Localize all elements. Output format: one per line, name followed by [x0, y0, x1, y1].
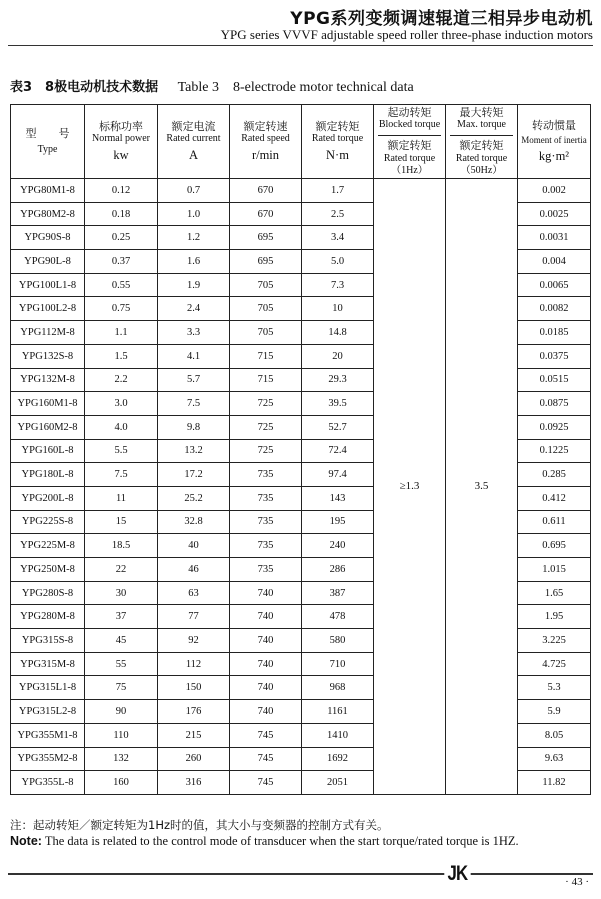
col-header-label: Type	[37, 143, 58, 155]
cell-inertia: 4.725	[518, 652, 591, 676]
note-en-text: The data is related to the control mode of transducer when the start torque/rated torque is 1HZ.	[41, 834, 519, 848]
col-header-torque	[302, 105, 374, 179]
col-header-type	[11, 105, 85, 179]
cell-torque: 10	[302, 297, 374, 321]
col-header-label: Rated torque	[383, 152, 436, 164]
cell-inertia: 11.82	[518, 771, 591, 795]
table-body	[11, 179, 591, 795]
col-header-label: Moment of inertia	[521, 135, 587, 146]
col-header-label: Max. torque	[457, 119, 506, 131]
cell-speed: 740	[230, 652, 302, 676]
cell-torque: 29.3	[302, 368, 374, 392]
header-divider	[8, 45, 593, 46]
cell-power: 7.5	[85, 463, 158, 487]
cell-inertia: 1.65	[518, 581, 591, 605]
cell-current: 40	[158, 534, 230, 558]
cell-speed: 735	[230, 486, 302, 510]
cell-speed: 735	[230, 534, 302, 558]
col-header-max-torque	[446, 105, 518, 179]
cell-torque: 968	[302, 676, 374, 700]
cell-inertia: 0.695	[518, 534, 591, 558]
cell-power: 0.75	[85, 297, 158, 321]
cell-power: 55	[85, 652, 158, 676]
col-header-unit: A	[188, 147, 199, 162]
cell-torque: 1161	[302, 700, 374, 724]
cell-torque: 1.7	[302, 179, 374, 203]
cell-inertia: 1.015	[518, 558, 591, 582]
cell-torque: 1410	[302, 723, 374, 747]
col-header-label: Blocked torque	[378, 119, 441, 131]
cell-torque: 478	[302, 605, 374, 629]
table-caption	[10, 76, 414, 96]
cell-current: 112	[158, 652, 230, 676]
cell-inertia: 0.0925	[518, 415, 591, 439]
col-header-label: 型 号	[25, 126, 70, 140]
cell-current: 176	[158, 700, 230, 724]
page-number: · 43 ·	[565, 876, 589, 888]
col-header-label: 额定转速	[243, 119, 288, 133]
col-header-label: Rated current	[166, 133, 221, 145]
cell-torque: 14.8	[302, 321, 374, 345]
cell-type: YPG160M1-8	[11, 392, 85, 416]
col-header-current	[158, 105, 230, 179]
cell-speed: 735	[230, 463, 302, 487]
col-header-label: 标称功率	[99, 119, 143, 133]
col-header-freq: （50Hz）	[460, 165, 503, 176]
cell-inertia: 0.412	[518, 486, 591, 510]
cell-speed: 725	[230, 439, 302, 463]
cell-type: YPG225S-8	[11, 510, 85, 534]
cell-power: 110	[85, 723, 158, 747]
cell-current: 215	[158, 723, 230, 747]
cell-power: 15	[85, 510, 158, 534]
col-header-label: Rated speed	[241, 133, 290, 145]
cell-inertia: 0.004	[518, 250, 591, 274]
cell-power: 3.0	[85, 392, 158, 416]
cell-inertia: 1.95	[518, 605, 591, 629]
cell-current: 260	[158, 747, 230, 771]
cell-speed: 670	[230, 202, 302, 226]
cell-speed: 745	[230, 747, 302, 771]
cell-current: 1.6	[158, 250, 230, 274]
col-header-label: Normal power	[91, 133, 151, 145]
cell-power: 45	[85, 629, 158, 653]
cell-type: YPG250M-8	[11, 558, 85, 582]
col-header-power	[85, 105, 158, 179]
cell-speed: 725	[230, 415, 302, 439]
cell-type: YPG355M2-8	[11, 747, 85, 771]
cell-type: YPG180L-8	[11, 463, 85, 487]
cell-torque: 2051	[302, 771, 374, 795]
col-header-unit: kg·m²	[538, 148, 570, 163]
cell-current: 0.7	[158, 179, 230, 203]
cell-inertia: 3.225	[518, 629, 591, 653]
cell-current: 32.8	[158, 510, 230, 534]
cell-torque: 240	[302, 534, 374, 558]
cell-power: 37	[85, 605, 158, 629]
cell-power: 0.18	[85, 202, 158, 226]
col-header-label: 最大转矩	[459, 105, 504, 119]
cell-inertia: 0.0185	[518, 321, 591, 345]
cell-torque: 387	[302, 581, 374, 605]
cell-power: 4.0	[85, 415, 158, 439]
cell-torque: 72.4	[302, 439, 374, 463]
cell-type: YPG355L-8	[11, 771, 85, 795]
footer-divider	[8, 873, 593, 875]
cell-speed: 735	[230, 510, 302, 534]
note-cn	[10, 817, 389, 833]
cell-type: YPG315L1-8	[11, 676, 85, 700]
cell-current: 25.2	[158, 486, 230, 510]
table-header-row	[11, 105, 591, 179]
cell-speed: 670	[230, 179, 302, 203]
cell-power: 160	[85, 771, 158, 795]
cell-current: 5.7	[158, 368, 230, 392]
col-header-label: Rated torque	[311, 133, 364, 145]
cell-type: YPG280S-8	[11, 581, 85, 605]
cell-inertia: 0.0875	[518, 392, 591, 416]
table-caption-en: Table 3 8-electrode motor technical data	[177, 80, 414, 95]
cell-torque: 1692	[302, 747, 374, 771]
cell-torque: 39.5	[302, 392, 374, 416]
col-header-label: Rated torque	[455, 152, 508, 164]
cell-type: YPG132S-8	[11, 344, 85, 368]
cell-speed: 740	[230, 581, 302, 605]
cell-power: 18.5	[85, 534, 158, 558]
motor-data-table	[10, 104, 591, 795]
cell-speed: 735	[230, 558, 302, 582]
col-header-freq: （1Hz）	[391, 165, 428, 176]
cell-inertia: 0.0065	[518, 273, 591, 297]
ratio-numerator	[450, 106, 513, 136]
cell-blocked-torque-ratio: ≥1.3	[374, 179, 446, 795]
cell-torque: 580	[302, 629, 374, 653]
cell-speed: 705	[230, 321, 302, 345]
col-header-unit: N·m	[326, 147, 349, 162]
cell-type: YPG90L-8	[11, 250, 85, 274]
cell-current: 17.2	[158, 463, 230, 487]
cell-current: 2.4	[158, 297, 230, 321]
col-header-unit: r/min	[251, 147, 280, 162]
cell-current: 7.5	[158, 392, 230, 416]
cell-type: YPG80M2-8	[11, 202, 85, 226]
note-en	[10, 834, 519, 849]
cell-current: 150	[158, 676, 230, 700]
cell-power: 22	[85, 558, 158, 582]
cell-max-torque-ratio: 3.5	[446, 179, 518, 795]
cell-type: YPG200L-8	[11, 486, 85, 510]
cell-current: 1.2	[158, 226, 230, 250]
cell-type: YPG315M-8	[11, 652, 85, 676]
cell-speed: 715	[230, 368, 302, 392]
cell-inertia: 0.0515	[518, 368, 591, 392]
cell-power: 5.5	[85, 439, 158, 463]
col-header-label: 额定转矩	[459, 138, 504, 152]
cell-current: 316	[158, 771, 230, 795]
ratio-numerator	[378, 106, 441, 136]
cell-power: 0.55	[85, 273, 158, 297]
cell-torque: 195	[302, 510, 374, 534]
page-title-cn: YPG系列变频调速辊道三相异步电动机	[290, 9, 593, 29]
cell-torque: 710	[302, 652, 374, 676]
col-header-label: 转动惯量	[532, 118, 576, 132]
col-header-label: 起动转矩	[387, 105, 432, 119]
cell-speed: 705	[230, 297, 302, 321]
cell-type: YPG315L2-8	[11, 700, 85, 724]
note-en-label: Note:	[10, 834, 42, 848]
cell-power: 0.25	[85, 226, 158, 250]
cell-inertia: 0.002	[518, 179, 591, 203]
cell-speed: 695	[230, 226, 302, 250]
note-cn-text: 注：起动转矩／额定转矩为1Hz时的值，其大小与变频器的控制方式有关。	[10, 818, 389, 832]
cell-power: 90	[85, 700, 158, 724]
cell-inertia: 0.0375	[518, 344, 591, 368]
cell-speed: 705	[230, 273, 302, 297]
cell-type: YPG160L-8	[11, 439, 85, 463]
table-row	[11, 179, 591, 203]
col-header-speed	[230, 105, 302, 179]
cell-type: YPG100L1-8	[11, 273, 85, 297]
cell-inertia: 5.3	[518, 676, 591, 700]
cell-type: YPG160M2-8	[11, 415, 85, 439]
cell-power: 1.1	[85, 321, 158, 345]
cell-power: 0.12	[85, 179, 158, 203]
cell-torque: 2.5	[302, 202, 374, 226]
cell-type: YPG280M-8	[11, 605, 85, 629]
cell-torque: 20	[302, 344, 374, 368]
cell-torque: 5.0	[302, 250, 374, 274]
cell-inertia: 0.611	[518, 510, 591, 534]
cell-type: YPG132M-8	[11, 368, 85, 392]
col-header-label: 额定转矩	[315, 119, 360, 133]
cell-inertia: 0.0031	[518, 226, 591, 250]
cell-current: 1.0	[158, 202, 230, 226]
cell-current: 1.9	[158, 273, 230, 297]
cell-current: 3.3	[158, 321, 230, 345]
cell-torque: 7.3	[302, 273, 374, 297]
cell-current: 9.8	[158, 415, 230, 439]
cell-type: YPG355M1-8	[11, 723, 85, 747]
cell-inertia: 0.1225	[518, 439, 591, 463]
col-header-unit: kw	[113, 147, 129, 162]
brand-logo: JK	[444, 862, 470, 886]
cell-torque: 143	[302, 486, 374, 510]
cell-current: 77	[158, 605, 230, 629]
page-title-en: YPG series VVVF adjustable speed roller three-phase induction motors	[220, 27, 593, 42]
cell-current: 4.1	[158, 344, 230, 368]
cell-type: YPG90S-8	[11, 226, 85, 250]
cell-power: 75	[85, 676, 158, 700]
cell-type: YPG100L2-8	[11, 297, 85, 321]
cell-current: 13.2	[158, 439, 230, 463]
cell-speed: 745	[230, 771, 302, 795]
cell-speed: 740	[230, 676, 302, 700]
cell-torque: 286	[302, 558, 374, 582]
cell-inertia: 0.0025	[518, 202, 591, 226]
cell-speed: 745	[230, 723, 302, 747]
col-header-label: 额定转矩	[387, 138, 432, 152]
cell-power: 2.2	[85, 368, 158, 392]
cell-power: 11	[85, 486, 158, 510]
cell-power: 30	[85, 581, 158, 605]
cell-current: 92	[158, 629, 230, 653]
cell-current: 63	[158, 581, 230, 605]
cell-type: YPG112M-8	[11, 321, 85, 345]
cell-type: YPG315S-8	[11, 629, 85, 653]
cell-power: 0.37	[85, 250, 158, 274]
cell-torque: 97.4	[302, 463, 374, 487]
cell-torque: 3.4	[302, 226, 374, 250]
col-header-inertia	[518, 105, 591, 179]
cell-speed: 715	[230, 344, 302, 368]
cell-power: 132	[85, 747, 158, 771]
cell-speed: 740	[230, 629, 302, 653]
table-caption-cn: 表3 8极电动机技术数据	[10, 80, 159, 95]
cell-current: 46	[158, 558, 230, 582]
cell-inertia: 0.285	[518, 463, 591, 487]
cell-speed: 695	[230, 250, 302, 274]
cell-speed: 740	[230, 700, 302, 724]
cell-inertia: 0.0082	[518, 297, 591, 321]
cell-inertia: 9.63	[518, 747, 591, 771]
cell-type: YPG225M-8	[11, 534, 85, 558]
cell-speed: 725	[230, 392, 302, 416]
cell-type: YPG80M1-8	[11, 179, 85, 203]
col-header-label: 额定电流	[171, 119, 216, 133]
cell-power: 1.5	[85, 344, 158, 368]
cell-inertia: 5.9	[518, 700, 591, 724]
cell-speed: 740	[230, 605, 302, 629]
col-header-blocked-torque	[374, 105, 446, 179]
cell-inertia: 8.05	[518, 723, 591, 747]
cell-torque: 52.7	[302, 415, 374, 439]
